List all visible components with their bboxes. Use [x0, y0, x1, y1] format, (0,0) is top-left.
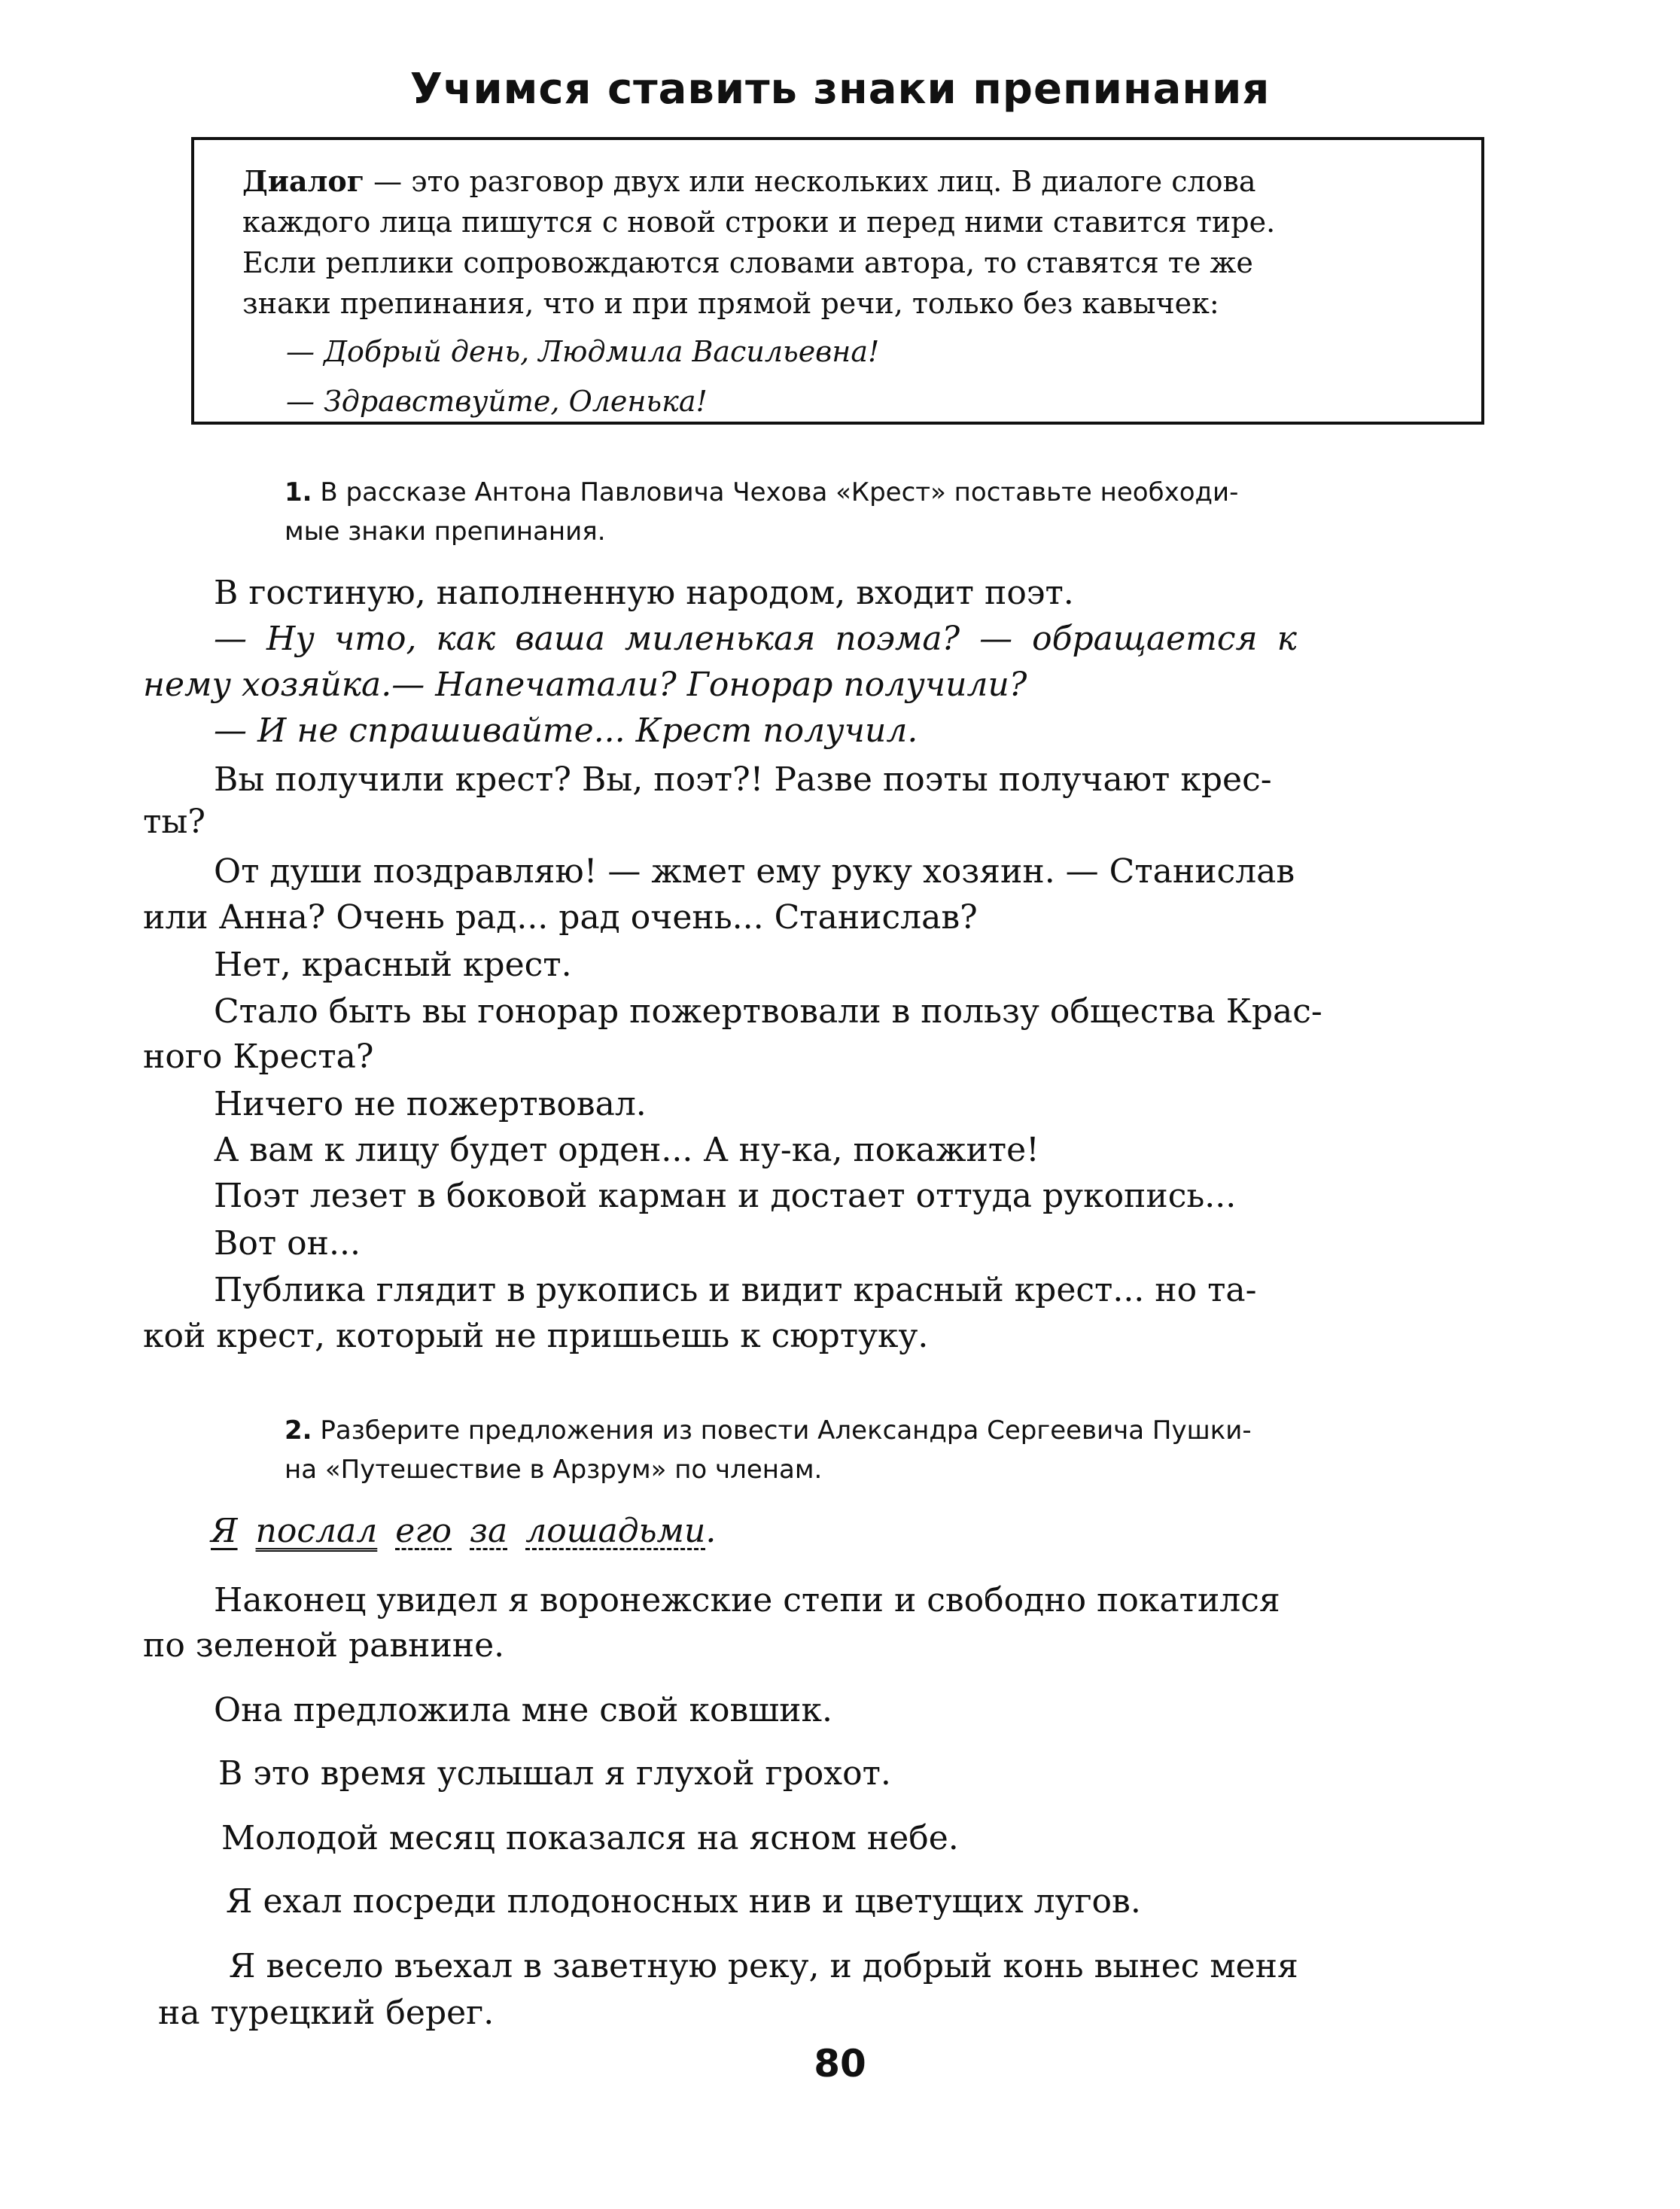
story-line-11: ного Креста?	[143, 1037, 374, 1076]
page-number: 80	[814, 2042, 866, 2086]
sentence-6-line-2: на турецкий берег.	[158, 1994, 495, 2032]
story-line-3: нему хозяйка.— Напечатали? Гонорар получили?	[143, 666, 1027, 704]
story-line-16: Публика глядит в рукопись и видит красный крест... но та-	[214, 1271, 1257, 1309]
story-line-4: — И не спрашивайте... Крест получил.	[214, 711, 918, 750]
story-line-8: или Анна? Очень рад... рад очень... Станислав?	[143, 898, 978, 937]
story-line-2: — Ну что, как ваша миленькая поэма? — обращается к	[214, 620, 1297, 658]
parsed-predicate: послал	[255, 1512, 378, 1550]
rule-line-1	[242, 161, 1481, 202]
sentence-3: В это время услышал я глухой грохот.	[218, 1754, 891, 1793]
story-line-10: Стало быть вы гонорар пожертвовали в пользу общества Крас-	[214, 992, 1322, 1031]
task-2-line-2: на «Путешествие в Арзрум» по членам.	[285, 1455, 823, 1485]
parsed-object-2: лошадьми	[525, 1512, 706, 1550]
rule-box	[191, 137, 1484, 425]
rule-example-2: — Здравствуйте, Оленька!	[286, 385, 708, 418]
parsed-object: его	[395, 1512, 452, 1550]
story-line-1: В гостиную, наполненную народом, входит поэт.	[214, 574, 1074, 612]
story-line-9: Нет, красный крест.	[214, 946, 572, 984]
sentence-6-line-1: Я весело въехал в заветную реку, и добрый конь вынес меня	[229, 1947, 1298, 1985]
story-line-5: Вы получили крест? Вы, поэт?! Разве поэты получают крес-	[214, 760, 1272, 799]
parsed-subject: Я	[211, 1512, 238, 1550]
sentence-2: Она предложила мне свой ковшик.	[214, 1691, 832, 1729]
sentence-5: Я ехал посреди плодоносных нив и цветущих лугов.	[226, 1882, 1141, 1921]
parsed-preposition: за	[470, 1512, 508, 1550]
story-line-17: кой крест, который не пришьешь к сюртуку.	[143, 1317, 929, 1355]
task-1-number: 1.	[285, 477, 312, 507]
rule-term: Диалог	[242, 164, 365, 198]
page-title: Учимся ставить знаки препинания	[409, 65, 1271, 114]
task-2-text: Разберите предложения из повести Александра Сергеевича Пушки-	[312, 1415, 1252, 1446]
parsed-sentence	[211, 1512, 716, 1550]
task-2-number: 2.	[285, 1415, 312, 1446]
task-1-line-1	[285, 473, 1238, 512]
rule-line-3: Если реплики сопровождаются словами автора, то ставятся те же	[242, 246, 1253, 279]
story-line-12: Ничего не пожертвовал.	[214, 1085, 647, 1123]
sentence-1-line-2: по зеленой равнине.	[143, 1626, 505, 1665]
rule-example-1: — Добрый день, Людмила Васильевна!	[286, 335, 880, 368]
rule-line-4: знаки препинания, что и при прямой речи, только без кавычек:	[242, 287, 1219, 320]
story-line-13: А вам к лицу будет орден... А ну-ка, покажите!	[214, 1131, 1039, 1169]
story-line-6: ты?	[143, 803, 205, 841]
rule-line-1-text: — это разговор двух или нескольких лиц. В диалоге слова	[364, 165, 1256, 198]
rule-line-2: каждого лица пишутся с новой строки и перед ними ставится тире.	[242, 206, 1276, 239]
story-line-15: Вот он...	[214, 1224, 361, 1263]
task-2-line-1	[285, 1411, 1252, 1450]
task-1-line-2: мые знаки препинания.	[285, 516, 606, 547]
sentence-1-line-1: Наконец увидел я воронежские степи и свободно покатился	[214, 1581, 1280, 1619]
task-1-text: В рассказе Антона Павловича Чехова «Крест» поставьте необходи-	[312, 477, 1239, 507]
story-line-14: Поэт лезет в боковой карман и достает оттуда рукопись...	[214, 1177, 1237, 1215]
parsed-period: .	[705, 1512, 717, 1550]
sentence-4: Молодой месяц показался на ясном небе.	[221, 1819, 959, 1857]
story-line-7: От души поздравляю! — жмет ему руку хозяин. — Станислав	[214, 852, 1295, 891]
